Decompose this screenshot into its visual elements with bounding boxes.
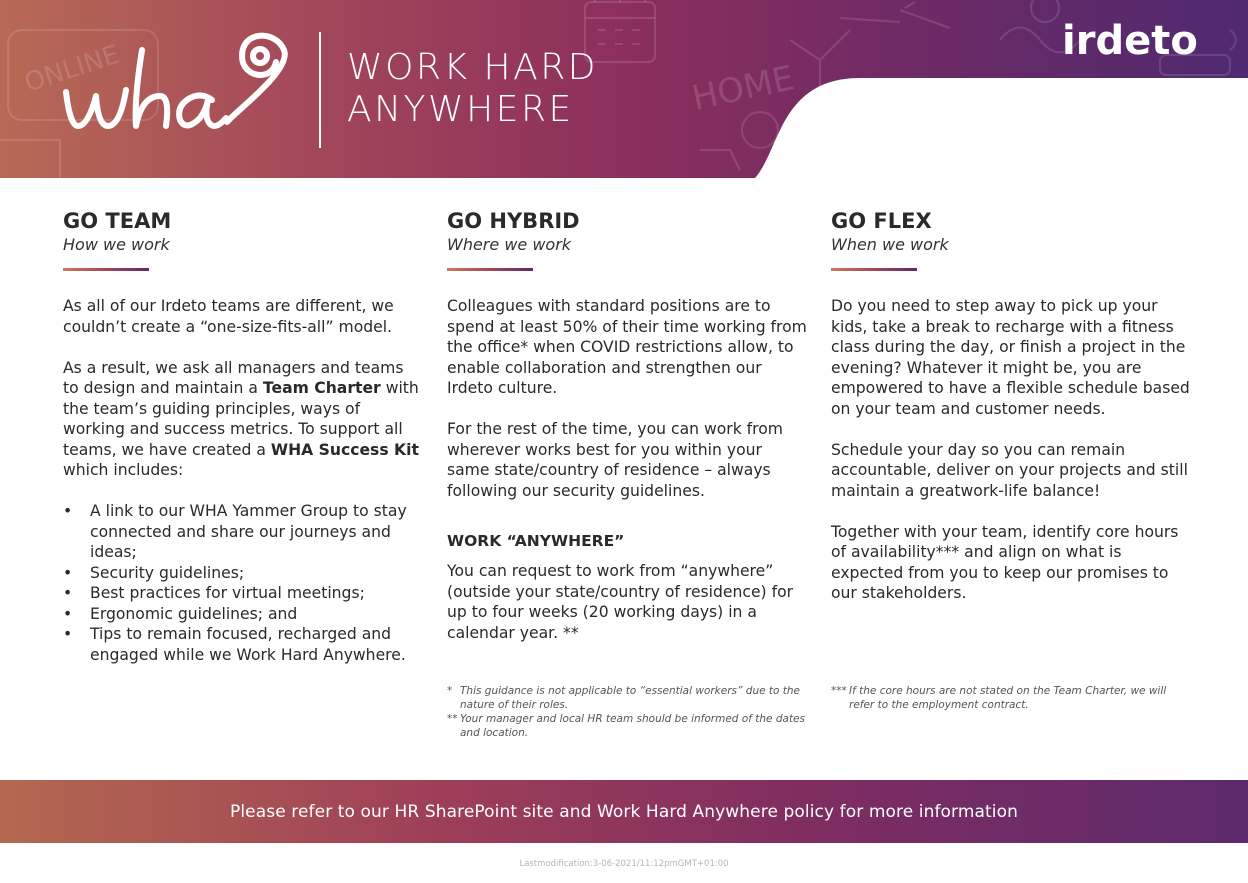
paragraph: Do you need to step away to pick up your kids, take a break to recharge with a fitness class during the day, or finish a project in the evening? Whatever it might be, you are empowered to have a flexible schedule based on your team and customer needs.	[831, 297, 1190, 418]
column-title: GO HYBRID	[447, 209, 580, 233]
last-modified: Lastmodification:3-06-2021/11:12pmGMT+01:00	[519, 859, 729, 869]
footnote: ** Your manager and local HR team should be informed of the dates and location.	[447, 713, 805, 739]
team-charter-emphasis: Team Charter	[262, 379, 381, 397]
success-kit-list	[63, 501, 423, 665]
column-subtitle: How we work	[63, 235, 170, 254]
wha-logo	[62, 30, 302, 140]
paragraph: You can request to work from “anywhere” (outside your state/country of residence) for up to four weeks (20 working days) in a calendar year. **	[447, 562, 794, 642]
footer-note: Please refer to our HR SharePoint site and Work Hard Anywhere policy for more information	[230, 801, 1018, 822]
list-item: • Security guidelines;	[63, 563, 423, 584]
paragraph: As a result, we ask all managers and teams to design and maintain a Team Charter with the team’s guiding principles, ways of working and success metrics. To support all teams, we have created a WHA Success Kit which includes:	[63, 358, 419, 479]
title-divider	[319, 32, 321, 148]
list-item: • Ergonomic guidelines; and	[63, 604, 423, 625]
paragraph: Schedule your day so you can remain accountable, deliver on your projects and still maintain a greatwork-life balance!	[831, 440, 1188, 500]
footnote: * This guidance is not applicable to “essential workers” due to the nature of their roles.	[447, 685, 801, 711]
column-body	[63, 296, 423, 665]
column-rule	[831, 268, 917, 271]
column-body	[831, 296, 1191, 604]
paragraph: As all of our Irdeto teams are different, we couldn’t create a “one-size-fits-all” model.	[63, 297, 394, 336]
list-item: • Tips to remain focused, recharged and engaged while we Work Hard Anywhere.	[63, 624, 423, 665]
footnote: *** If the core hours are not stated on the Team Charter, we will refer to the employment contract.	[831, 685, 1167, 711]
column-body	[447, 296, 807, 643]
list-item: • Best practices for virtual meetings;	[63, 583, 423, 604]
column-go-team	[63, 208, 423, 664]
doodle-home-text: HOME	[688, 58, 798, 119]
list-item: • A link to our WHA Yammer Group to stay connected and share our journeys and ideas;	[63, 501, 423, 563]
column-subtitle: Where we work	[447, 235, 572, 254]
column-subtitle: When we work	[831, 235, 949, 254]
column-rule	[447, 268, 533, 271]
success-kit-emphasis: WHA Success Kit	[270, 440, 419, 459]
paragraph: Colleagues with standard positions are to spend at least 50% of their time working from the office* when COVID restrictions allow, to enable collaboration and strengthen our Irdeto culture.	[447, 297, 807, 397]
footer-banner	[0, 780, 1248, 843]
work-anywhere-heading: WORK “ANYWHERE”	[447, 532, 625, 550]
column-title: GO TEAM	[63, 209, 172, 233]
footnotes-flex	[831, 684, 1191, 712]
irdeto-logo: irdeto	[1062, 18, 1198, 64]
page-title	[347, 47, 598, 131]
paragraph: For the rest of the time, you can work from wherever works best for you within your same state/country of residence – always following our security guidelines.	[447, 420, 783, 500]
column-title: GO FLEX	[831, 209, 932, 233]
paragraph: Together with your team, identify core hours of availability*** and align on what is expected from you to keep our promises to our stakeholders.	[831, 522, 1179, 602]
column-rule	[63, 268, 149, 271]
doodle-online-text: ONLINE	[20, 39, 124, 99]
wha-logo-text: wha	[62, 30, 64, 31]
column-go-hybrid	[447, 208, 807, 642]
title-line-1: WORK HARD	[347, 47, 598, 88]
footnotes-hybrid	[447, 684, 807, 740]
header-banner	[0, 0, 1248, 178]
column-go-flex	[831, 208, 1191, 602]
title-line-2: ANYWHERE	[347, 89, 574, 130]
